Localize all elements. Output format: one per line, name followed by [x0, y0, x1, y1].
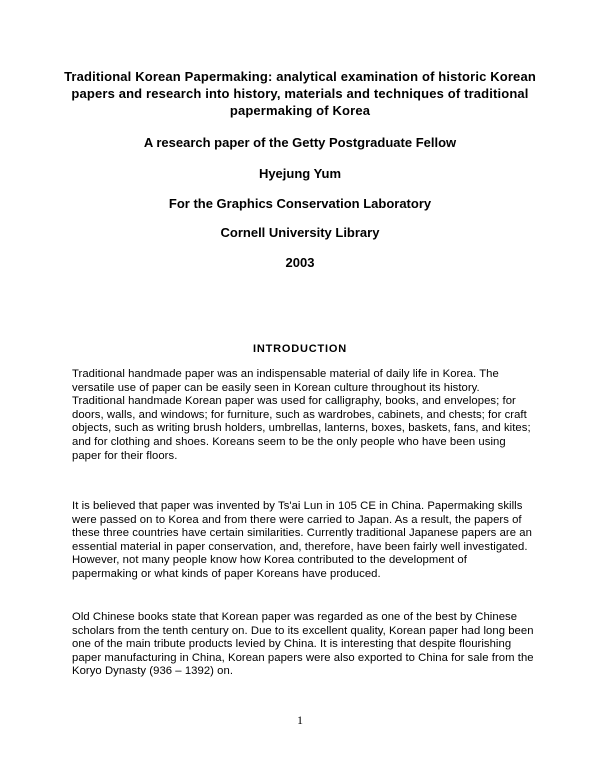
- year: 2003: [285, 255, 315, 270]
- paragraph-1: Traditional handmade paper was an indispensable material of daily life in Korea. The versatile use of paper can be easily seen in Korean culture throughout its history. Traditional handmade Korean paper was used for calligraphy, books, and envelopes; for doors, walls, and windows; for furniture, such as wardrobes, cabinets, and chests; for craft objects, such as writing brush holders, umbrellas, lanterns, boxes, baskets, fans, and kites; and for clothing and shoes. Koreans seem to be the only people who have been using paper for their floors.: [72, 368, 531, 462]
- paragraph-3: Old Chinese books state that Korean paper was regarded as one of the best by Chinese scholars from the tenth century on. Due to its excellent quality, Korean paper had long been one of the main tribute products levied by China. It is interesting that despite flourishing paper manufacturing in China, Korean papers were also exported to China for sale from the Koryo Dynasty (936 – 1392) on.: [72, 611, 534, 678]
- section-heading: INTRODUCTION: [253, 343, 347, 355]
- paragraph-2: It is believed that paper was invented by Ts'ai Lun in 105 CE in China. Papermaking skills were passed on to Korea and from there were carried to Japan. As a result, the papers of these three countries have certain similarities. Currently traditional Japanese papers are an essential material in paper conservation, and, therefore, have been fairly well investigated. However, not many people know how Korea contributed to the development of papermaking or what kinds of paper Koreans have produced.: [72, 500, 532, 580]
- document-subtitle: A research paper of the Getty Postgraduate Fellow: [143, 135, 457, 150]
- author-name: Hyejung Yum: [258, 166, 342, 181]
- for-line: For the Graphics Conservation Laboratory: [168, 196, 432, 211]
- document-title: Traditional Korean Papermaking: analytical examination of historic Korean papers and research into history, materials and techniques of traditional papermaking of Korea: [64, 69, 536, 118]
- page-number: 1: [297, 713, 303, 727]
- institution: Cornell University Library: [220, 225, 380, 240]
